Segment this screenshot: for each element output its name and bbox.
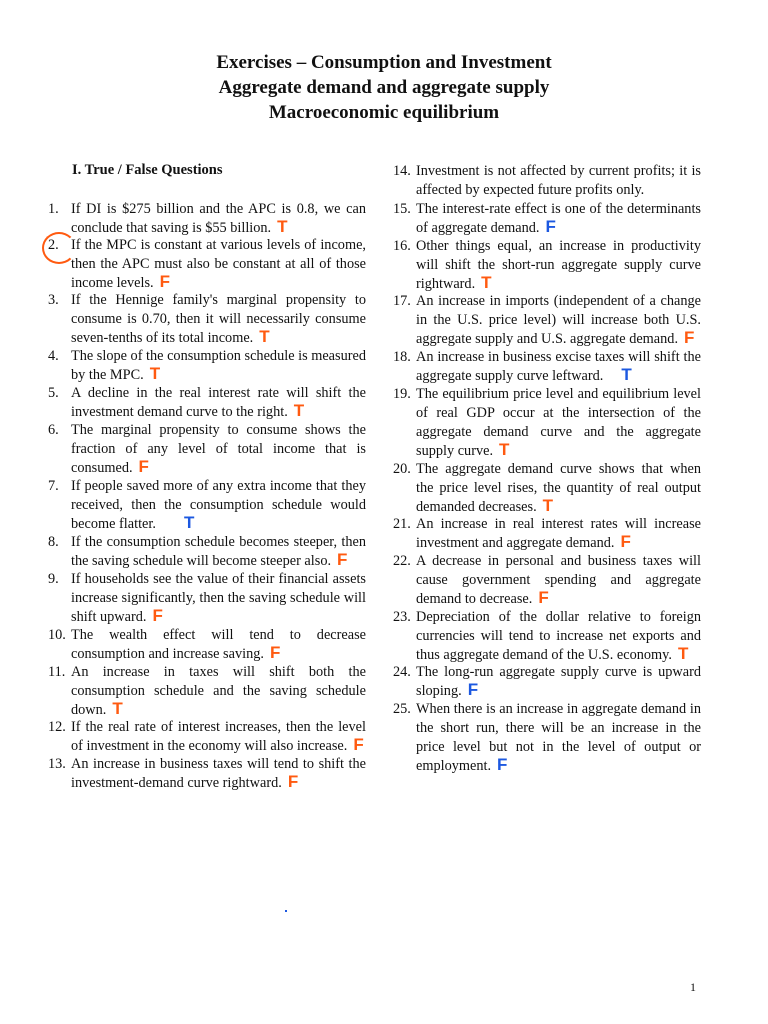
- question-item: [48, 236, 366, 293]
- question-number: 10.: [48, 627, 66, 643]
- question-item: [393, 552, 701, 609]
- question-text: The aggregate demand curve shows that when the price level rises, the quantity of real output demanded decreases.: [416, 461, 701, 515]
- stray-ink-dot: [285, 910, 287, 912]
- question-number: 4.: [48, 348, 59, 364]
- question-number: 1.: [48, 201, 59, 217]
- answer-mark: F: [287, 772, 299, 791]
- answer-mark: F: [620, 532, 631, 551]
- answer-mark: F: [337, 550, 348, 569]
- answer-mark: T: [112, 699, 123, 718]
- question-item: [393, 608, 701, 665]
- question-number: 23.: [393, 609, 411, 625]
- question-text: The long-run aggregate supply curve is upward sloping.: [416, 664, 701, 699]
- question-number: 22.: [393, 553, 411, 569]
- question-text: The wealth effect will tend to decrease consumption and increase saving.: [71, 627, 366, 662]
- title-line-1: Exercises – Consumption and Investment: [216, 52, 552, 73]
- question-number: 19.: [393, 386, 411, 402]
- question-number: 20.: [393, 461, 411, 477]
- question-item: [48, 384, 366, 422]
- question-text: If the Hennige family's marginal propensity to consume is 0.70, then it will necessarily consume seven-tenths of its total income.: [71, 292, 366, 346]
- answer-mark: T: [293, 401, 305, 420]
- page-number: 1: [690, 980, 696, 994]
- question-number: 3.: [48, 292, 59, 308]
- question-text: An increase in taxes will shift both the consumption schedule and the saving schedule down.: [71, 664, 366, 718]
- question-item: [393, 460, 701, 517]
- answer-mark: T: [481, 273, 492, 292]
- question-number: 11.: [48, 664, 66, 680]
- question-text: An increase in imports (independent of a change in the U.S. price level) will increase both U.S. aggregate supply and U.S. aggregate demand.: [416, 293, 701, 347]
- answer-mark: T: [677, 644, 689, 663]
- question-text: Other things equal, an increase in productivity will shift the short-run aggregate supply curve rightward.: [416, 238, 701, 292]
- answer-mark: F: [159, 272, 170, 291]
- question-item: [48, 291, 366, 348]
- question-text: An increase in real interest rates will increase investment and aggregate demand.: [416, 516, 701, 551]
- answer-mark: T: [259, 327, 270, 346]
- question-number: 25.: [393, 701, 411, 717]
- question-item: [48, 755, 366, 793]
- question-item: [393, 237, 701, 294]
- answer-mark: T: [277, 217, 288, 236]
- question-text: An increase in business taxes will tend to shift the investment-demand curve rightward.: [71, 756, 366, 791]
- question-number: 14.: [393, 163, 411, 179]
- question-item: [393, 292, 701, 349]
- question-number: 7.: [48, 478, 59, 494]
- question-number: 17.: [393, 293, 411, 309]
- answer-mark: T: [149, 364, 161, 383]
- question-text: The slope of the consumption schedule is measured by the MPC.: [71, 348, 366, 383]
- answer-mark: T: [542, 496, 554, 515]
- question-text: If the consumption schedule becomes steeper, then the saving schedule will become steeper also.: [71, 534, 366, 569]
- question-item: [393, 348, 701, 386]
- question-text: The marginal propensity to consume shows the fraction of any level of total income that is consumed.: [71, 422, 366, 476]
- question-item: [48, 477, 366, 534]
- answer-mark: F: [269, 643, 281, 662]
- question-text: A decline in the real interest rate will shift the investment demand curve to the right.: [71, 385, 366, 420]
- question-text: When there is an increase in aggregate demand in the short run, there will be an increase in the price level but not in the level of output or employment.: [416, 701, 701, 774]
- question-text: If the real rate of interest increases, then the level of investment in the economy will also increase.: [71, 719, 366, 754]
- question-item: [393, 162, 701, 200]
- question-text: If DI is $275 billion and the APC is 0.8, we can conclude that saving is $55 billion.: [71, 201, 366, 236]
- question-item: [48, 663, 366, 720]
- question-item: [393, 663, 701, 701]
- question-item: [393, 700, 701, 776]
- question-item: [393, 200, 701, 238]
- answer-mark: F: [538, 588, 549, 607]
- question-item: [48, 570, 366, 627]
- question-item: [48, 421, 366, 478]
- question-number: 16.: [393, 238, 411, 254]
- question-number: 13.: [48, 756, 66, 772]
- answer-mark: F: [138, 457, 149, 476]
- question-text: The interest-rate effect is one of the determinants of aggregate demand.: [416, 201, 701, 236]
- answer-mark: F: [353, 735, 364, 754]
- question-text: If households see the value of their financial assets increase significantly, then the saving schedule will shift upward.: [71, 571, 366, 625]
- question-number: 18.: [393, 349, 411, 365]
- answer-mark: F: [497, 755, 508, 774]
- answer-mark: T: [183, 513, 195, 532]
- answer-mark: T: [621, 365, 632, 384]
- question-text: Investment is not affected by current profits; it is affected by expected future profits only.: [416, 163, 701, 198]
- question-text: Depreciation of the dollar relative to foreign currencies will tend to increase net exports and thus aggregate demand of the U.S. economy.: [416, 609, 701, 663]
- question-number: 8.: [48, 534, 59, 550]
- question-text: If the MPC is constant at various levels of income, then the APC must also be constant at all of those income levels.: [71, 237, 366, 291]
- question-item: [48, 347, 366, 385]
- section-heading: I. True / False Questions: [72, 162, 223, 178]
- question-number: 2.: [48, 237, 59, 253]
- question-item: [48, 626, 366, 664]
- question-item: [48, 200, 366, 238]
- question-number: 6.: [48, 422, 59, 438]
- question-item: [393, 515, 701, 553]
- question-number: 24.: [393, 664, 411, 680]
- question-item: [48, 718, 366, 756]
- question-number: 15.: [393, 201, 411, 217]
- title-line-2: Aggregate demand and aggregate supply: [218, 77, 550, 98]
- question-number: 21.: [393, 516, 411, 532]
- answer-mark: T: [499, 440, 510, 459]
- question-item: [48, 533, 366, 571]
- answer-mark: F: [684, 328, 695, 347]
- question-number: 5.: [48, 385, 59, 401]
- question-text: The equilibrium price level and equilibrium level of real GDP occur at the intersection of the aggregate demand curve and the aggregate supply curve.: [416, 386, 701, 459]
- question-text: If people saved more of any extra income that they received, then the consumption schedule would become flatter.: [71, 478, 366, 532]
- question-text: An increase in business excise taxes will shift the aggregate supply curve leftward.: [416, 349, 701, 384]
- question-text: A decrease in personal and business taxes will cause government spending and aggregate demand to decrease.: [416, 553, 701, 607]
- title-line-3: Macroeconomic equilibrium: [268, 102, 500, 123]
- answer-mark: F: [545, 217, 556, 236]
- question-number: 12.: [48, 719, 66, 735]
- question-item: [393, 385, 701, 461]
- question-number: 9.: [48, 571, 59, 587]
- answer-mark: F: [152, 606, 163, 625]
- answer-mark: F: [467, 680, 479, 699]
